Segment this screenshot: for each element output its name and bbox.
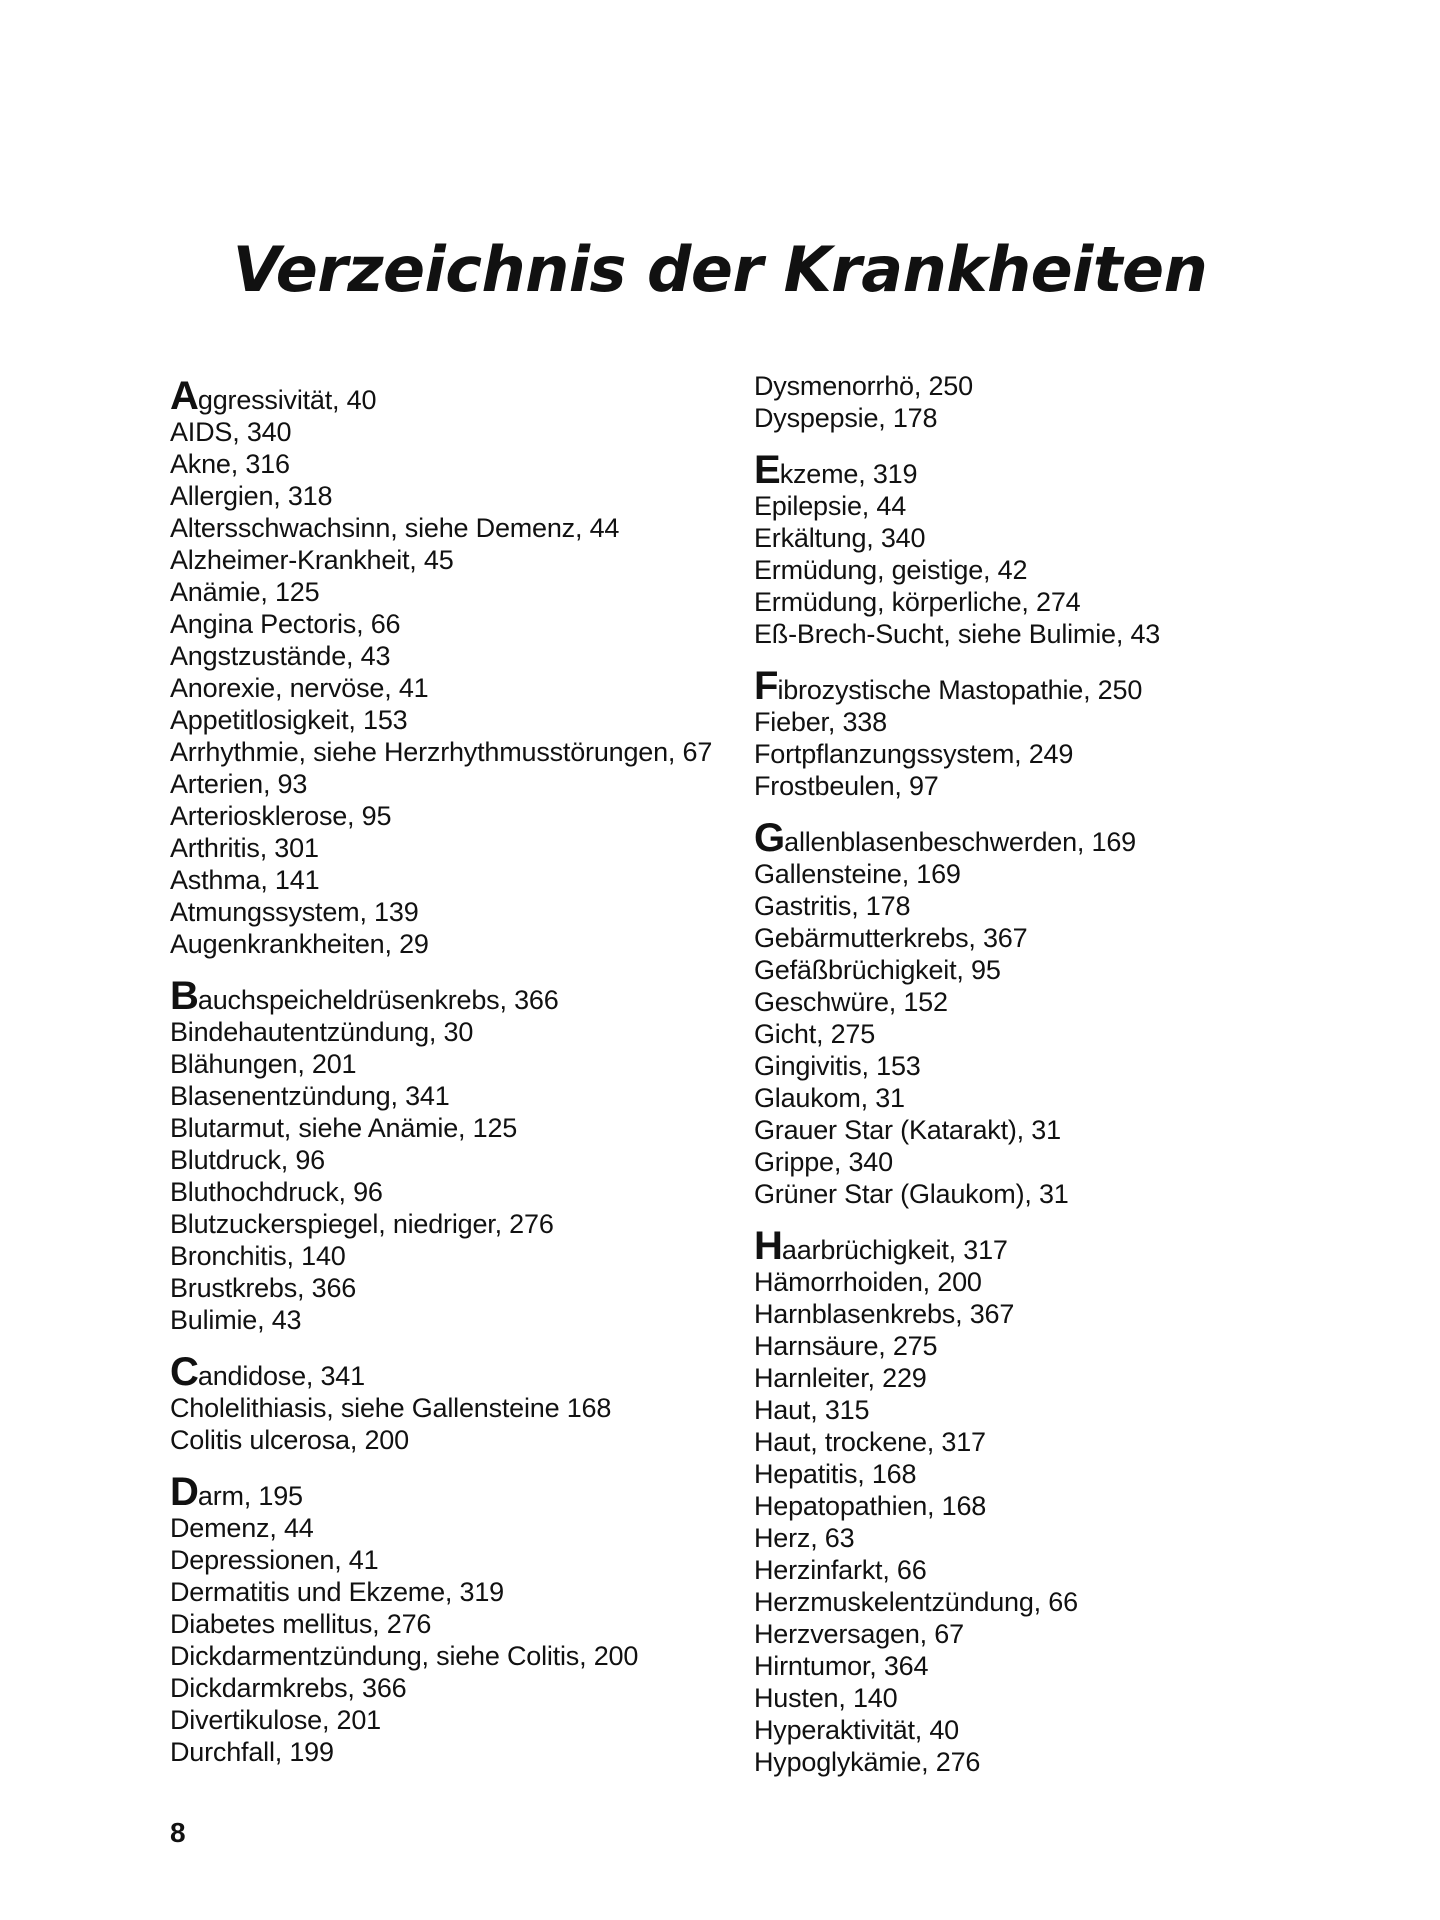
index-entry: Erkältung, 340	[754, 523, 926, 553]
page-title: Verzeichnis der Krankheiten	[232, 233, 1208, 306]
index-entry: Colitis ulcerosa, 200	[170, 1425, 409, 1455]
index-entry: Cholelithiasis, siehe Gallensteine 168	[170, 1393, 612, 1423]
page-number: 8	[170, 1817, 186, 1848]
index-entry-text: allenblasenbeschwerden, 169	[784, 827, 1136, 857]
index-entry: Blutzuckerspiegel, niedriger, 276	[170, 1209, 554, 1239]
index-section-h	[754, 1224, 1314, 1778]
index-entry: Epilepsie, 44	[754, 491, 907, 521]
index-entry: Gefäßbrüchigkeit, 95	[754, 955, 1001, 985]
index-entry: Hirntumor, 364	[754, 1651, 929, 1681]
index-entry: Harnsäure, 275	[754, 1331, 938, 1361]
index-section-g	[754, 816, 1314, 1210]
section-initial-letter: C	[170, 1350, 198, 1394]
index-entry: Atmungssystem, 139	[170, 897, 419, 927]
index-entry: Diabetes mellitus, 276	[170, 1609, 432, 1639]
index-entry: Harnblasenkrebs, 367	[754, 1299, 1015, 1329]
section-initial-letter: H	[754, 1224, 782, 1268]
index-entry	[170, 974, 730, 1018]
index-entry: Durchfall, 199	[170, 1737, 334, 1767]
index-entry: Fortpflanzungssystem, 249	[754, 739, 1074, 769]
index-entry: Gallensteine, 169	[754, 859, 961, 889]
index-entry: Grüner Star (Glaukom), 31	[754, 1179, 1069, 1209]
index-entry: Bindehautentzündung, 30	[170, 1017, 474, 1047]
index-entry: Hepatopathien, 168	[754, 1491, 987, 1521]
index-entry: Angstzustände, 43	[170, 641, 391, 671]
section-initial-letter: E	[754, 448, 780, 492]
index-entry: AIDS, 340	[170, 417, 292, 447]
index-entry: Hämorrhoiden, 200	[754, 1267, 982, 1297]
index-entry: Ermüdung, geistige, 42	[754, 555, 1028, 585]
index-entry: Allergien, 318	[170, 481, 333, 511]
index-entry: Haut, 315	[754, 1395, 870, 1425]
index-entry-text: ggressivität, 40	[197, 385, 377, 415]
index-entry: Arthritis, 301	[170, 833, 319, 863]
index-entry	[754, 816, 1314, 860]
section-initial-letter: B	[170, 974, 198, 1018]
index-section-e	[754, 448, 1314, 650]
section-initial-letter: D	[170, 1470, 198, 1514]
index-entry: Arrhythmie, siehe Herzrhythmusstörungen, 67	[170, 737, 713, 767]
index-entry: Dickdarmkrebs, 366	[170, 1673, 407, 1703]
index-entry: Fieber, 338	[754, 707, 887, 737]
index-column-right	[754, 370, 1314, 1798]
index-entry: Dyspepsie, 178	[754, 403, 938, 433]
index-entry: Blutdruck, 96	[170, 1145, 325, 1175]
index-entry: Herzmuskelentzündung, 66	[754, 1587, 1078, 1617]
section-initial-letter: G	[754, 816, 785, 860]
index-entry: Blähungen, 201	[170, 1049, 357, 1079]
index-entry: Demenz, 44	[170, 1513, 314, 1543]
index-entry-text: arm, 195	[197, 1481, 303, 1511]
index-entry: Ermüdung, körperliche, 274	[754, 587, 1081, 617]
index-entry: Bluthochdruck, 96	[170, 1177, 383, 1207]
index-entry: Gicht, 275	[754, 1019, 876, 1049]
section-initial-letter: A	[170, 374, 198, 418]
index-section-c	[170, 1350, 730, 1456]
index-entry: Alzheimer-Krankheit, 45	[170, 545, 454, 575]
index-entry-text: andidose, 341	[197, 1361, 365, 1391]
index-entry: Frostbeulen, 97	[754, 771, 939, 801]
index-entry: Geschwüre, 152	[754, 987, 948, 1017]
index-entry	[754, 1224, 1314, 1268]
index-entry: Altersschwachsinn, siehe Demenz, 44	[170, 513, 620, 543]
index-entry: Husten, 140	[754, 1683, 898, 1713]
index-entry	[170, 1350, 730, 1394]
index-entry-text: kzeme, 319	[779, 459, 918, 489]
index-entry: Brustkrebs, 366	[170, 1273, 357, 1303]
index-entry: Herzinfarkt, 66	[754, 1555, 927, 1585]
index-entry: Bulimie, 43	[170, 1305, 302, 1335]
index-entry: Anorexie, nervöse, 41	[170, 673, 429, 703]
index-entry: Dysmenorrhö, 250	[754, 371, 973, 401]
index-entry-text: aarbrüchigkeit, 317	[781, 1235, 1008, 1265]
index-entry: Gingivitis, 153	[754, 1051, 921, 1081]
index-entry: Eß-Brech-Sucht, siehe Bulimie, 43	[754, 619, 1161, 649]
index-entry: Dickdarmentzündung, siehe Colitis, 200	[170, 1641, 639, 1671]
section-initial-letter: F	[754, 664, 778, 708]
index-entry: Akne, 316	[170, 449, 290, 479]
index-section-b	[170, 974, 730, 1336]
index-entry: Herzversagen, 67	[754, 1619, 964, 1649]
index-entry: Gebärmutterkrebs, 367	[754, 923, 1028, 953]
index-entry: Anämie, 125	[170, 577, 320, 607]
index-entry	[754, 664, 1314, 708]
index-entry: Harnleiter, 229	[754, 1363, 927, 1393]
index-entry: Hyperaktivität, 40	[754, 1715, 959, 1745]
index-entry: Bronchitis, 140	[170, 1241, 346, 1271]
index-entry: Grippe, 340	[754, 1147, 893, 1177]
index-entry	[754, 448, 1314, 492]
index-entry: Hypoglykämie, 276	[754, 1747, 981, 1777]
index-section-continued	[754, 370, 1314, 434]
index-column-left	[170, 374, 730, 1788]
index-entry: Hepatitis, 168	[754, 1459, 917, 1489]
index-entry: Dermatitis und Ekzeme, 319	[170, 1577, 504, 1607]
index-entry	[170, 374, 730, 418]
index-entry: Depressionen, 41	[170, 1545, 379, 1575]
index-entry: Grauer Star (Katarakt), 31	[754, 1115, 1061, 1145]
index-entry: Arteriosklerose, 95	[170, 801, 392, 831]
index-section-f	[754, 664, 1314, 802]
index-entry: Arterien, 93	[170, 769, 308, 799]
index-entry-text: ibrozystische Mastopathie, 250	[777, 675, 1143, 705]
index-entry: Augenkrankheiten, 29	[170, 929, 429, 959]
index-entry: Glaukom, 31	[754, 1083, 905, 1113]
index-entry: Blasenentzündung, 341	[170, 1081, 450, 1111]
index-entry	[170, 1470, 730, 1514]
index-entry: Gastritis, 178	[754, 891, 911, 921]
index-entry: Divertikulose, 201	[170, 1705, 382, 1735]
index-entry: Asthma, 141	[170, 865, 320, 895]
index-entry: Appetitlosigkeit, 153	[170, 705, 408, 735]
index-entry: Angina Pectoris, 66	[170, 609, 401, 639]
index-entry: Blutarmut, siehe Anämie, 125	[170, 1113, 518, 1143]
index-entry-text: auchspeicheldrüsenkrebs, 366	[197, 985, 559, 1015]
index-section-d	[170, 1470, 730, 1768]
index-section-a	[170, 374, 730, 960]
index-entry: Herz, 63	[754, 1523, 855, 1553]
index-entry: Haut, trockene, 317	[754, 1427, 986, 1457]
